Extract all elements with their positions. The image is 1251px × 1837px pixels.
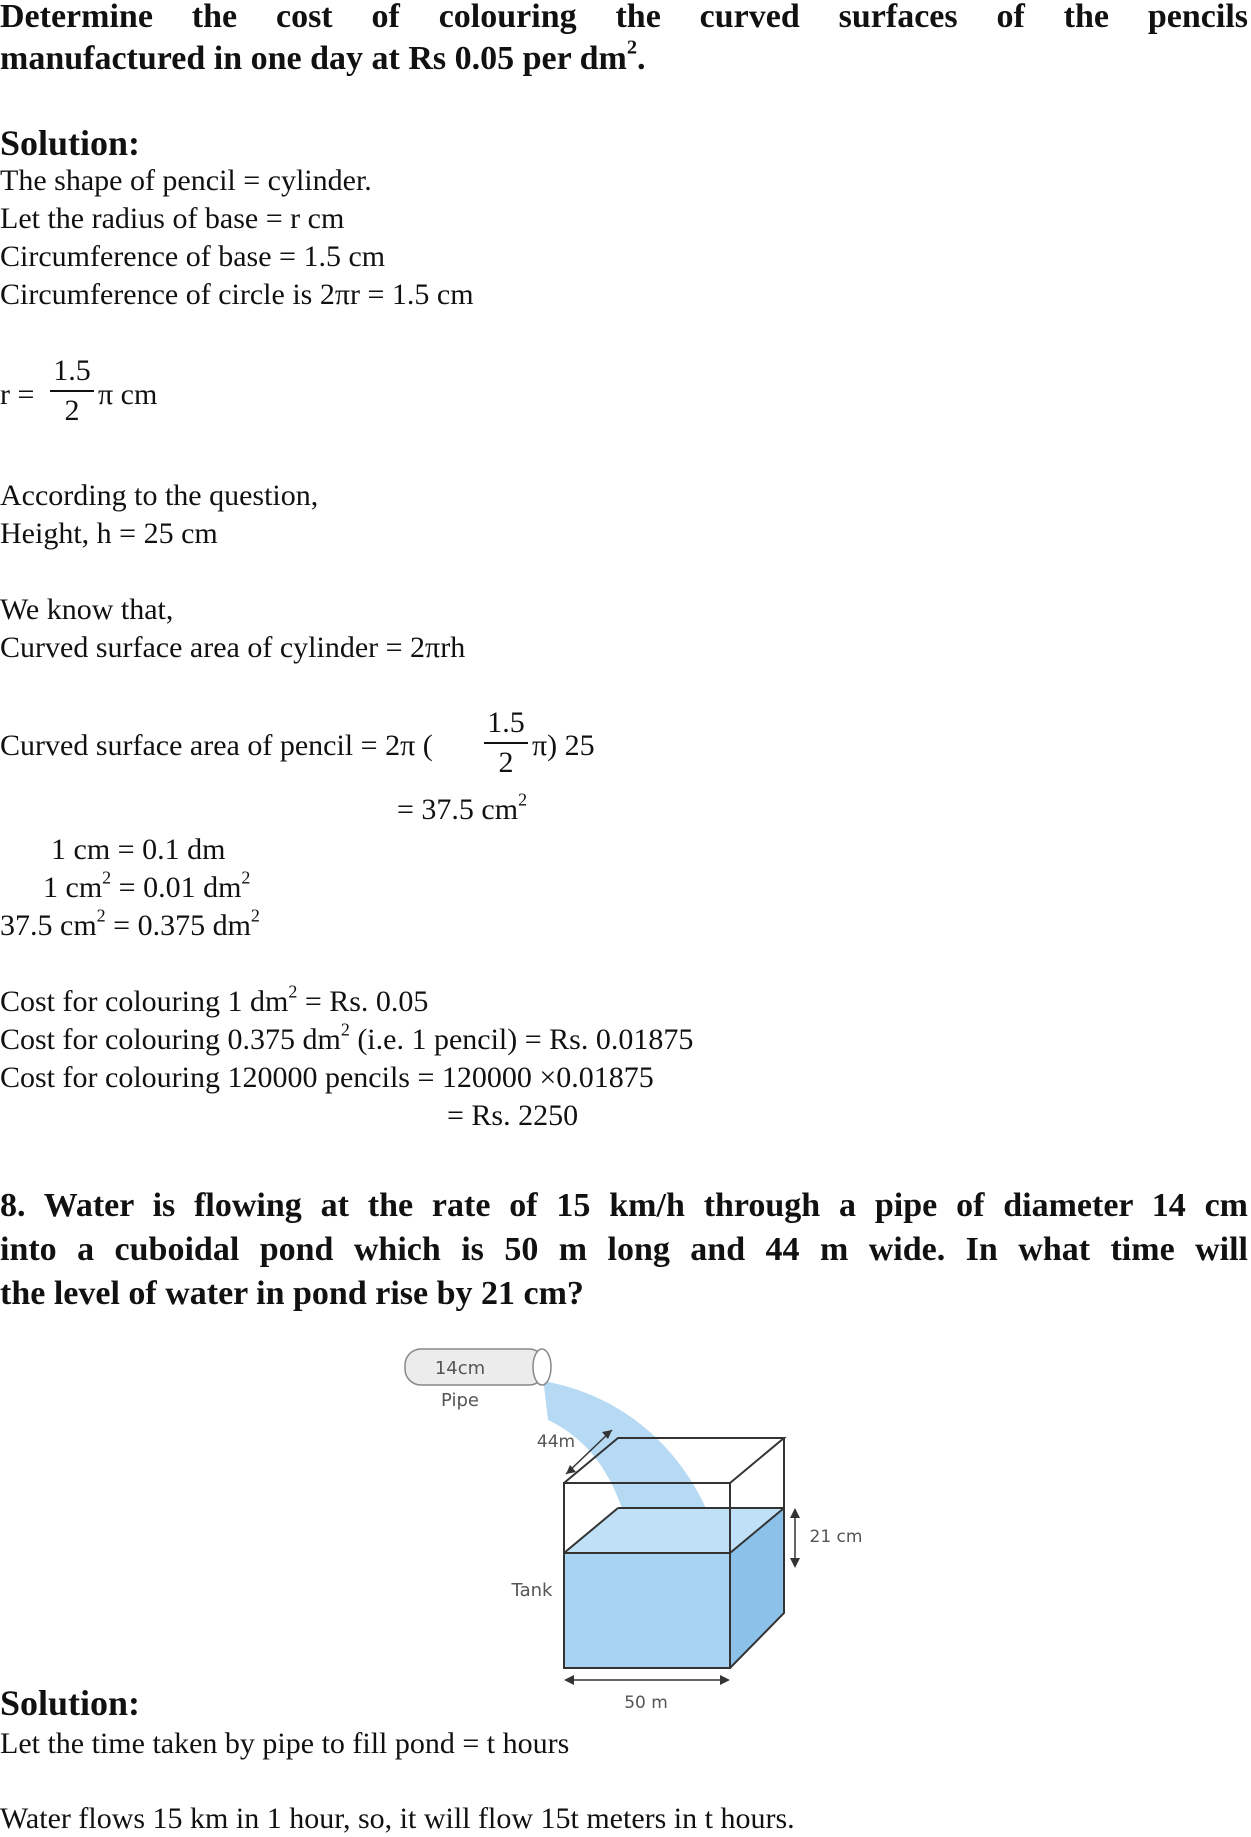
pipe-label: Pipe xyxy=(441,1390,479,1411)
csa-fraction: 1.5 2 xyxy=(484,706,528,780)
solution-line: Water flows 15 km in 1 hour, so, it will flow 15t meters in t hours. xyxy=(0,1802,795,1835)
solution-line: The shape of pencil = cylinder. xyxy=(0,164,372,197)
solution-line: Circumference of circle is 2πr = 1.5 cm xyxy=(0,278,474,311)
csa-equation-lhs: Curved surface area of pencil = 2π ( xyxy=(0,729,433,762)
width-label: 44m xyxy=(536,1432,576,1452)
length-label: 50 m xyxy=(624,1693,668,1713)
cost-result: = Rs. 2250 xyxy=(447,1099,579,1132)
solution-line: Circumference of base = 1.5 cm xyxy=(0,240,386,273)
height-arrow-head-bottom xyxy=(790,1558,800,1568)
tank-water-front xyxy=(564,1553,730,1668)
solution-line: Let the time taken by pipe to fill pond = t hours xyxy=(0,1727,570,1760)
length-arrow-head-right xyxy=(720,1675,730,1685)
solution-heading: Solution: xyxy=(0,123,141,163)
conversion-line: 37.5 $cm^2 = 0.375$ $dm^2$ xyxy=(0,905,260,942)
cost-line: Cost for colouring 1 $dm^2 = Rs$. 0.05 xyxy=(0,981,429,1018)
conversion-line: 1 cm = 0.1 dm xyxy=(51,833,226,866)
solution-line: According to the question, xyxy=(0,479,319,512)
question-8-line-1: 8. Water is flowing at the rate of 15 km/h through a pipe of diameter 14 cm xyxy=(0,1187,1248,1224)
solution-line: Let the radius of base = r cm xyxy=(0,202,345,235)
tank-label: Tank xyxy=(511,1580,553,1601)
cost-line: Cost for colouring 120000 pencils = 120000 ×0.01875 xyxy=(0,1061,654,1094)
radius-fraction: 1.5 2 xyxy=(50,354,94,428)
height-arrow-head-top xyxy=(790,1508,800,1518)
csa-equation-rhs: π) 25 xyxy=(532,729,595,762)
length-arrow-head-left xyxy=(564,1675,574,1685)
question-8-line-2: into a cuboidal pond which is 50 m long and 44 m wide. In what time will xyxy=(0,1231,1248,1268)
question-7-line-1: Determine the cost of colouring the curved surfaces of the pencils xyxy=(0,0,1248,35)
conversion-line: 1 $cm^2 = 0.01$ $dm^2$ xyxy=(43,867,251,904)
radius-equation-lhs: r = xyxy=(0,378,35,411)
radius-equation-rhs: π cm xyxy=(98,378,158,411)
solution-line: Height, h = 25 cm xyxy=(0,517,218,550)
question-7-line-2: manufactured in one day at Rs 0.05 per $dm^2$. xyxy=(0,36,646,77)
solution-heading-2: Solution: xyxy=(0,1683,141,1723)
height-label: 21 cm xyxy=(809,1527,863,1547)
question-8-line-3: the level of water in pond rise by 21 cm? xyxy=(0,1275,584,1312)
pipe-mouth xyxy=(533,1349,551,1385)
cost-line: Cost for colouring 0.375 $dm^2$ (i.e. 1 pencil) = Rs. 0.01875 xyxy=(0,1019,694,1056)
pipe-diameter-label: 14cm xyxy=(434,1358,486,1379)
csa-result: = 37.5 $cm^2$ xyxy=(397,789,528,826)
solution-line: Curved surface area of cylinder = 2πrh xyxy=(0,631,466,664)
solution-line: We know that, xyxy=(0,593,174,626)
